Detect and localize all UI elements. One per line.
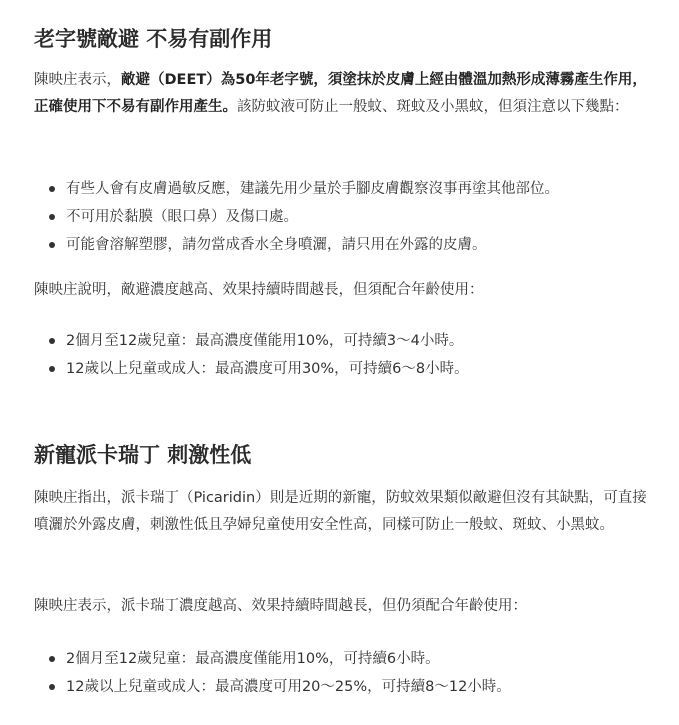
bullet-icon [49,684,55,690]
deet-intro-lead: 陳映庄表示， [34,72,121,88]
list-item-text: 有些人會有皮膚過敏反應，建議先用少量於手腳皮膚觀察沒事再塗其他部位。 [66,181,559,197]
list-item [34,673,511,701]
list-item [34,231,559,259]
deet-intro-paragraph [34,67,659,121]
section-heading-deet: 老字號敵避 不易有副作用 [34,27,273,51]
picaridin-age-intro: 陳映庄表示，派卡瑞丁濃度越高、效果持續時間越長，但仍須配合年齡使用： [34,598,527,614]
picaridin-intro-paragraph: 陳映庄指出，派卡瑞丁（Picaridin）則是近期的新寵，防蚊效果類似敵避但沒有其缺點，可直接噴灑於外露皮膚，刺激性低且孕婦兒童使用安全性高，同樣可防止一般蚊、斑蚊、小黑蚊。 [34,490,647,533]
picaridin-age-rules-list [34,645,511,701]
bullet-icon [49,338,55,344]
section-heading-picaridin: 新寵派卡瑞丁 刺激性低 [34,443,252,467]
deet-intro-emphasis: 敵避（DEET）為50年老字號，須塗抹於皮膚上經由體溫加熱形成薄霧產生作用，正確使用下不易有副作用產生。 [34,72,647,115]
list-item-text: 2個月至12歲兒童：最高濃度僅能用10%，可持續3～4小時。 [66,333,464,349]
list-item-text: 12歲以上兒童或成人：最高濃度可用30%，可持續6～8小時。 [66,361,469,377]
list-item [34,355,469,383]
list-item [34,175,559,203]
list-item-text: 不可用於黏膜（眼口鼻）及傷口處。 [66,209,298,225]
list-item-text: 2個月至12歲兒童：最高濃度僅能用10%，可持續6小時。 [66,651,440,667]
bullet-icon [49,214,55,220]
deet-intro-rest: 該防蚊液可防止一般蚊、斑蚊及小黑蚊，但須注意以下幾點： [237,99,629,115]
deet-notes-list [34,175,559,259]
list-item [34,327,469,355]
bullet-icon [49,366,55,372]
deet-age-intro: 陳映庄說明，敵避濃度越高、效果持續時間越長，但須配合年齡使用： [34,282,484,298]
list-item [34,645,511,673]
deet-age-rules-list [34,327,469,383]
bullet-icon [49,656,55,662]
bullet-icon [49,186,55,192]
bullet-icon [49,242,55,248]
list-item-text: 12歲以上兒童或成人：最高濃度可用20～25%，可持續8～12小時。 [66,679,511,695]
list-item [34,203,559,231]
list-item-text: 可能會溶解塑膠，請勿當成香水全身噴灑，請只用在外露的皮膚。 [66,237,487,253]
